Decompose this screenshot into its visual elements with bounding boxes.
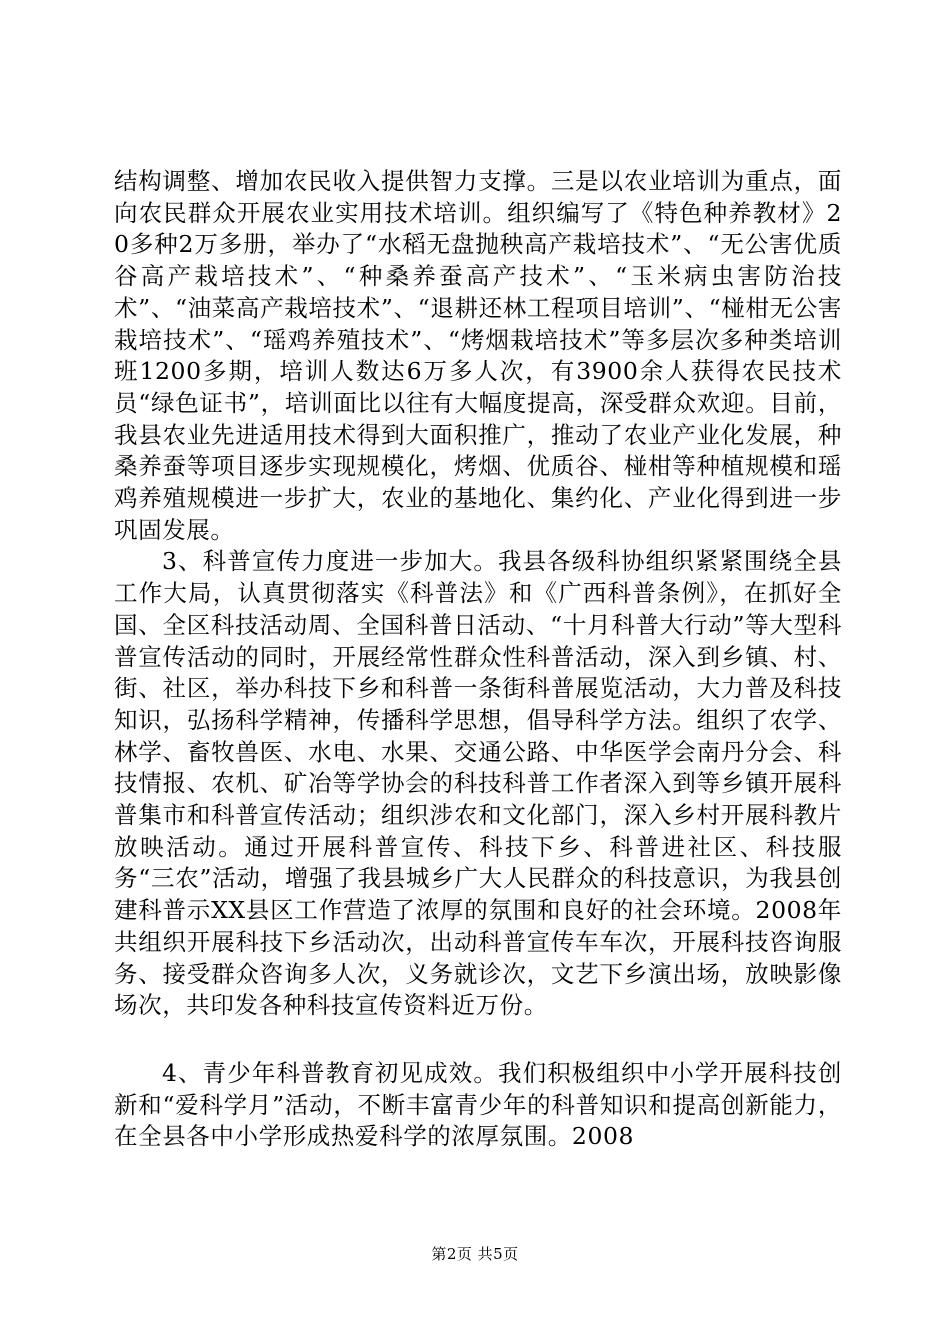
- page-footer: 第2页 共5页: [431, 1245, 519, 1263]
- paragraph-section-4: 4、青少年科普教育初见成效。我们积极组织中小学开展科技创新和“爱科学月”活动，不断丰富青少年的科普知识和提高创新能力，在全县各中小学形成热爱科学的浓厚氛围。2008: [114, 1058, 842, 1151]
- body-text: [114, 166, 842, 1153]
- paragraph-continued: 结构调整、增加农民收入提供智力支撑。三是以农业培训为重点，面向农民群众开展农业实用技术培训。组织编写了《特色种养教材》20多种2万多册，举办了“水稻无盘抛秧高产栽培技术”、“无公害优质谷高产栽培技术”、“种桑养蚕高产技术”、“玉米病虫害防治技术”、“油菜高产栽培技术”、“退耕还林工程项目培训”、“椪柑无公害栽培技术”、“瑶鸡养殖技术”、“烤烟栽培技术”等多层次多种类培训班1200多期，培训人数达6万多人次，有3900余人获得农民技术员“绿色证书”，培训面比以往有大幅度提高，深受群众欢迎。目前，我县农业先进适用技术得到大面积推广，推动了农业产业化发展，种桑养蚕等项目逐步实现规模化，烤烟、优质谷、椪柑等种植规模和瑶鸡养殖规模进一步扩大，农业的基地化、集约化、产业化得到进一步巩固发展。: [114, 167, 842, 544]
- paragraph-section-3: 3、科普宣传力度进一步加大。我县各级科协组织紧紧围绕全县工作大局，认真贯彻落实《科普法》和《广西科普条例》，在抓好全国、全区科技活动周、全国科普日活动、“十月科普大行动”等大型科普宣传活动的同时，开展经常性群众性科普活动，深入到乡镇、村、街、社区，举办科技下乡和科普一条街科普展览活动，大力普及科技知识，弘扬科学精神，传播科学思想，倡导科学方法。组织了农学、林学、畜牧兽医、水电、水果、交通公路、中华医学会南丹分会、科技情报、农机、矿冶等学协会的科技科普工作者深入到等乡镇开展科普集市和科普宣传活动；组织涉农和文化部门，深入乡村开展科教片放映活动。通过开展科普宣传、科技下乡、科普进社区、科技服务“三农”活动，增强了我县城乡广大人民群众的科技意识，为我县创建科普示XX县区工作营造了浓厚的氛围和良好的社会环境。2008年共组织开展科技下乡活动次，出动科普宣传车车次，开展科技咨询服务、接受群众咨询多人次，义务就诊次，文艺下乡演出场，放映影像场次，共印发各种科技宣传资料近万份。: [114, 547, 842, 1020]
